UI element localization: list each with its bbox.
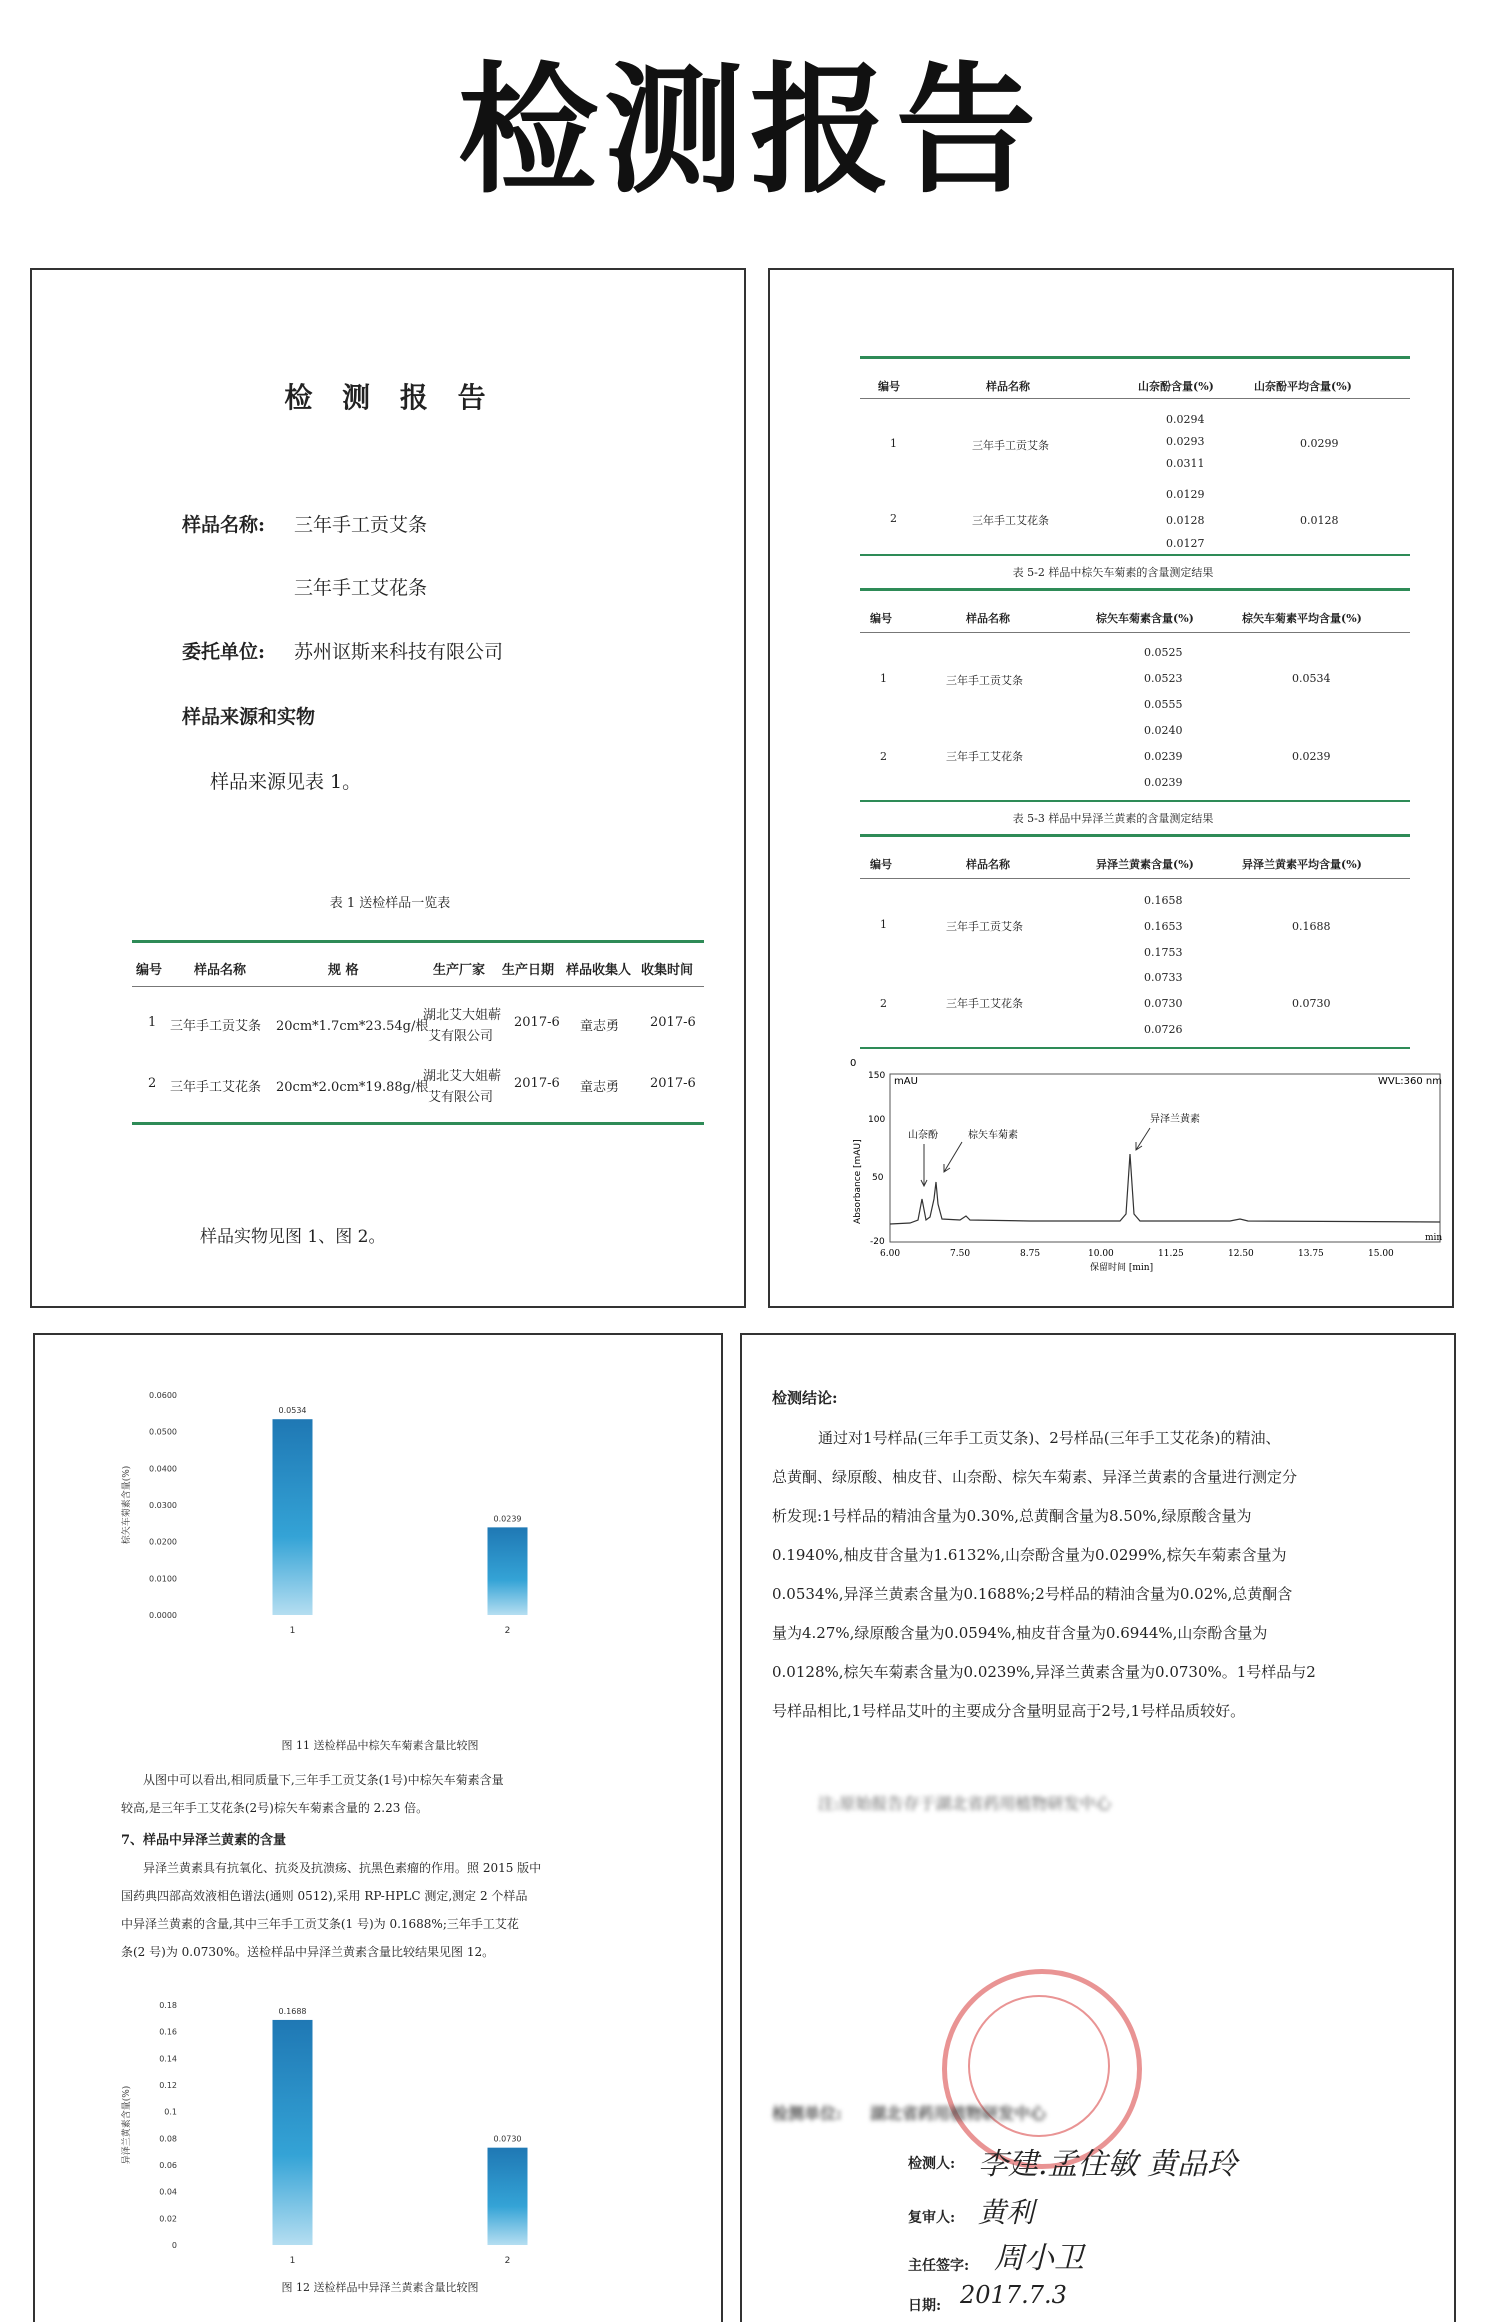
ytick-label: 0.0000 xyxy=(149,1611,177,1620)
t3-row1-avg: 0.1688 xyxy=(1292,920,1331,933)
t1-th-content: 山奈酚含量(%) xyxy=(1138,380,1214,393)
row1-spec: 20cm*1.7cm*23.54g/根 xyxy=(276,1019,429,1034)
bar-1 xyxy=(273,1419,313,1615)
conclusion-line-1: 通过对1号样品(三年手工贡艾条)、2号样品(三年手工艾花条)的精油、 xyxy=(818,1429,1281,1447)
section7-title: 7、样品中异泽兰黄素的含量 xyxy=(121,1833,287,1848)
t2-row2-v2: 0.0239 xyxy=(1144,750,1183,763)
bar-value-label: 0.0730 xyxy=(493,2134,522,2144)
t1-row2-v3: 0.0127 xyxy=(1166,537,1205,550)
t1-row2-v2: 0.0128 xyxy=(1166,514,1205,527)
chart1-caption: 图 11 送检样品中棕矢车菊素含量比较图 xyxy=(281,1739,479,1752)
t2-row2-id: 2 xyxy=(880,750,887,763)
conclusion-line-4: 0.1940%,柚皮苷含量为1.6132%,山奈酚含量为0.0299%,棕矢车菊素含量为 xyxy=(772,1546,1287,1564)
t1-header-rule xyxy=(860,398,1410,399)
t1-th-id: 编号 xyxy=(878,380,900,393)
t1-row2-name: 三年手工艾花条 xyxy=(972,514,1049,527)
conclusion-page xyxy=(740,1333,1456,2322)
hplc-chromatogram xyxy=(850,1054,1450,1294)
conclusion-line-8: 号样品相比,1号样品艾叶的主要成分含量明显高于2号,1号样品质较好。 xyxy=(772,1702,1246,1720)
t1-th-avg: 山奈酚平均含量(%) xyxy=(1254,380,1352,393)
chrom-frame xyxy=(890,1074,1443,1243)
table-bottom-rule xyxy=(132,1122,704,1125)
ytick-label: 0.0100 xyxy=(149,1574,177,1584)
row1-id: 1 xyxy=(148,1015,157,1030)
chrom-xtick-2: 7.50 xyxy=(950,1249,971,1259)
t3-header-rule xyxy=(860,878,1410,879)
th-collector: 样品收集人 xyxy=(566,963,632,978)
ytick-label: 0.0400 xyxy=(149,1464,177,1474)
report-title: 检 测 报 告 xyxy=(284,381,496,414)
t2-row1-v2: 0.0523 xyxy=(1144,672,1183,685)
ytick-label: 0.06 xyxy=(159,2161,177,2170)
director-signature: 周小卫 xyxy=(994,2241,1084,2276)
conclusion-line-7: 0.0128%,棕矢车菊素含量为0.0239%,异泽兰黄素含量为0.0730%。1号样品与2 xyxy=(772,1663,1316,1681)
chrom-ylabel: Absorbance [mAU] xyxy=(853,1139,863,1224)
t3-row2-avg: 0.0730 xyxy=(1292,997,1331,1010)
peak-arrow-3 xyxy=(1136,1128,1150,1150)
th-date: 生产日期 xyxy=(502,963,555,978)
para2-line3: 中异泽兰黄素的含量,其中三年手工贡艾条(1 号)为 0.1688%;三年手工艾花 xyxy=(121,1917,519,1931)
chrom-xtick-6: 12.50 xyxy=(1228,1249,1254,1259)
chrom-ytick-150: 150 xyxy=(868,1071,886,1081)
figure-reference: 样品实物见图 1、图 2。 xyxy=(200,1227,386,1247)
t3-row1-v2: 0.1653 xyxy=(1144,920,1183,933)
t2-row2-v3: 0.0239 xyxy=(1144,776,1183,789)
para2-line1: 异泽兰黄素具有抗氧化、抗炎及抗溃疡、抗黑色素瘤的作用。照 2015 版中 xyxy=(143,1861,542,1875)
conclusion-line-3: 析发现:1号样品的精油含量为0.30%,总黄酮含量为8.50%,绿原酸含量为 xyxy=(772,1507,1252,1525)
y-axis-label: 异泽兰黄素含量(%) xyxy=(122,2085,132,2165)
testing-unit-value: 湖北省药用植物研发中心 xyxy=(870,2104,1047,2123)
t2-row1-name: 三年手工贡艾条 xyxy=(946,674,1023,687)
row1-maker-line1: 湖北艾大姐蕲 xyxy=(423,1008,502,1023)
t2-row1-v1: 0.0525 xyxy=(1144,646,1183,659)
t2-th-content: 棕矢车菊素含量(%) xyxy=(1096,612,1194,625)
row1-time: 2017-6 xyxy=(650,1015,696,1030)
t1-row2-id: 2 xyxy=(890,512,897,525)
row2-maker-line2: 艾有限公司 xyxy=(428,1090,494,1105)
row2-time: 2017-6 xyxy=(650,1076,696,1091)
th-id: 编号 xyxy=(136,963,163,978)
para1-line2: 较高,是三年手工艾花条(2号)棕矢车菊素含量的 2.23 倍。 xyxy=(121,1801,429,1815)
t2-caption: 表 5-2 样品中棕矢车菊素的含量测定结果 xyxy=(1012,566,1214,579)
row2-maker-line1: 湖北艾大姐蕲 xyxy=(423,1069,502,1084)
para2-line4: 条(2 号)为 0.0730%。送检样品中异泽兰黄素含量比较结果见图 12。 xyxy=(121,1945,495,1959)
bar-charts-page xyxy=(33,1333,723,2322)
chrom-xtick-7: 13.75 xyxy=(1298,1249,1324,1259)
th-spec: 规 格 xyxy=(328,963,359,978)
t2-top-rule xyxy=(860,588,1410,591)
bar-value-label: 0.0534 xyxy=(278,1406,307,1416)
t3-row1-v1: 0.1658 xyxy=(1144,894,1183,907)
conclusion-line-6: 量为4.27%,绿原酸含量为0.0594%,柚皮苷含量为0.6944%,山奈酚含量为 xyxy=(772,1624,1268,1642)
t2-header-rule xyxy=(860,632,1410,633)
results-tables-page xyxy=(768,268,1454,1308)
ytick-label: 0.0300 xyxy=(149,1501,177,1510)
director-label: 主任签字: xyxy=(908,2258,970,2274)
chrom-xtick-1: 6.00 xyxy=(880,1249,901,1259)
t3-row2-name: 三年手工艾花条 xyxy=(946,997,1023,1010)
chrom-xlabel: 保留时间 [min] xyxy=(1090,1263,1154,1273)
bar-value-label: 0.1688 xyxy=(278,2006,307,2016)
t1-row1-v2: 0.0293 xyxy=(1166,435,1205,448)
t3-th-avg: 异泽兰黄素平均含量(%) xyxy=(1242,858,1362,871)
chrom-zero-label: 0 xyxy=(850,1058,857,1069)
t2-bottom-rule xyxy=(860,800,1410,802)
source-text: 样品来源见表 1。 xyxy=(210,771,362,793)
peak-arrow-2 xyxy=(944,1142,962,1172)
t2-th-avg: 棕矢车菊素平均含量(%) xyxy=(1242,612,1362,625)
page-heading: 检测报告 xyxy=(457,50,1042,213)
reviewer-signature: 黄利 xyxy=(978,2196,1035,2229)
ytick-label: 0.0200 xyxy=(149,1537,177,1547)
t3-th-id: 编号 xyxy=(870,858,892,871)
bar-value-label: 0.0239 xyxy=(493,1514,522,1524)
t1-row1-avg: 0.0299 xyxy=(1300,437,1339,450)
row1-collector: 童志勇 xyxy=(580,1019,620,1034)
t3-row1-name: 三年手工贡艾条 xyxy=(946,920,1023,933)
chart2-caption: 图 12 送检样品中异泽兰黄素含量比较图 xyxy=(281,2281,479,2294)
row2-date: 2017-6 xyxy=(514,1076,560,1091)
x-category-label: 1 xyxy=(289,1626,296,1636)
row2-name: 三年手工艾花条 xyxy=(170,1080,262,1095)
x-category-label: 2 xyxy=(504,2256,511,2266)
chrom-xunit: min xyxy=(1425,1233,1443,1243)
chrom-xtick-3: 8.75 xyxy=(1020,1249,1041,1259)
row2-collector: 童志勇 xyxy=(580,1080,620,1095)
peak-label-eupatilin: 异泽兰黄素 xyxy=(1150,1114,1200,1125)
conclusion-title: 检测结论: xyxy=(772,1389,838,1407)
t3-th-content: 异泽兰黄素含量(%) xyxy=(1096,858,1194,871)
t1-row1-name: 三年手工贡艾条 xyxy=(972,439,1049,452)
client-label: 委托单位: xyxy=(182,641,266,663)
x-category-label: 1 xyxy=(289,2256,296,2266)
t3-row2-id: 2 xyxy=(880,997,887,1010)
para1-line1: 从图中可以看出,相同质量下,三年手工贡艾条(1号)中棕矢车菊素含量 xyxy=(143,1773,504,1787)
testing-unit-label: 检测单位: xyxy=(772,2104,842,2123)
conclusion-line-2: 总黄酮、绿原酸、柚皮苷、山奈酚、棕矢车菊素、异泽兰黄素的含量进行测定分 xyxy=(772,1468,1298,1486)
chrom-xtick-5: 11.25 xyxy=(1158,1249,1184,1259)
t2-row2-v1: 0.0240 xyxy=(1144,724,1183,737)
sample-name-1: 三年手工贡艾条 xyxy=(294,514,428,536)
t1-bottom-rule xyxy=(860,554,1410,556)
row1-name: 三年手工贡艾条 xyxy=(170,1019,262,1034)
t3-row2-v3: 0.0726 xyxy=(1144,1023,1183,1036)
t1-row1-v3: 0.0311 xyxy=(1166,457,1205,470)
y-axis-label: 棕矢车菊素含量(%) xyxy=(122,1465,132,1545)
date-label: 日期: xyxy=(908,2298,942,2314)
t1-row1-id: 1 xyxy=(890,437,897,450)
tester-signature: 李建.孟住敏 黄品玲 xyxy=(978,2147,1238,2182)
row1-maker-line2: 艾有限公司 xyxy=(428,1029,494,1044)
ytick-label: 0.1 xyxy=(164,2107,177,2117)
chrom-ytick-50: 50 xyxy=(872,1173,884,1183)
ytick-label: 0.14 xyxy=(159,2054,177,2064)
ytick-label: 0.02 xyxy=(159,2214,177,2224)
t3-row2-v2: 0.0730 xyxy=(1144,997,1183,1010)
bar-2 xyxy=(488,2148,528,2245)
peak-label-kaempferol: 山奈酚 xyxy=(908,1130,938,1141)
report-cover-page xyxy=(30,268,746,1308)
t3-row2-v1: 0.0733 xyxy=(1144,971,1183,984)
th-time: 收集时间 xyxy=(641,963,694,978)
bar-2 xyxy=(488,1527,528,1615)
row1-date: 2017-6 xyxy=(514,1015,560,1030)
ytick-label: 0.18 xyxy=(159,2001,177,2010)
peak-label-jaceosidin: 棕矢车菊素 xyxy=(968,1130,1018,1141)
para2-line2: 国药典四部高效液相色谱法(通则 0512),采用 RP-HPLC 测定,测定 2 个样品 xyxy=(121,1889,528,1903)
t2-row1-id: 1 xyxy=(880,672,887,685)
x-category-label: 2 xyxy=(504,1626,511,1636)
sample-name-label: 样品名称: xyxy=(182,514,266,536)
ytick-label: 0.12 xyxy=(159,2081,177,2090)
t1-row2-avg: 0.0128 xyxy=(1300,514,1339,527)
source-label: 样品来源和实物 xyxy=(182,706,316,728)
t2-row2-name: 三年手工艾花条 xyxy=(946,750,1023,763)
t3-th-name: 样品名称 xyxy=(966,858,1010,871)
table-caption: 表 1 送检样品一览表 xyxy=(329,896,451,911)
reviewer-label: 复审人: xyxy=(908,2210,956,2226)
ytick-label: 0 xyxy=(171,2241,177,2250)
table-header-rule xyxy=(132,986,704,987)
storage-note: 注:原始报告存于湖北省药用植物研发中心 xyxy=(818,1794,1112,1813)
th-maker: 生产厂家 xyxy=(433,963,486,978)
chrom-ytick-100: 100 xyxy=(868,1115,886,1125)
t3-row1-id: 1 xyxy=(880,918,887,931)
row2-spec: 20cm*2.0cm*19.88g/根 xyxy=(276,1080,429,1095)
date-value: 2017.7.3 xyxy=(960,2281,1067,2309)
t3-bottom-rule xyxy=(860,1047,1410,1049)
chrom-wvl: WVL:360 nm xyxy=(1378,1076,1443,1087)
peak-arrow-1 xyxy=(921,1144,927,1186)
t2-th-id: 编号 xyxy=(870,612,892,625)
ytick-label: 0.0600 xyxy=(149,1391,177,1400)
ytick-label: 0.0500 xyxy=(149,1427,177,1437)
t2-th-name: 样品名称 xyxy=(966,612,1010,625)
ytick-label: 0.04 xyxy=(159,2187,177,2197)
chart-eupatilin xyxy=(115,1985,635,2275)
t1-th-name: 样品名称 xyxy=(986,380,1030,393)
t2-row1-avg: 0.0534 xyxy=(1292,672,1331,685)
t3-row1-v3: 0.1753 xyxy=(1144,946,1183,959)
t1-top-rule xyxy=(860,356,1410,359)
table-top-rule xyxy=(132,940,704,943)
chrom-unit: mAU xyxy=(894,1076,918,1087)
t1-row2-v1: 0.0129 xyxy=(1166,488,1205,501)
ytick-label: 0.08 xyxy=(159,2134,177,2144)
chrom-xtick-8: 15.00 xyxy=(1368,1249,1394,1259)
tester-label: 检测人: xyxy=(908,2156,956,2172)
th-name: 样品名称 xyxy=(194,963,247,978)
t2-row1-v3: 0.0555 xyxy=(1144,698,1183,711)
chrom-xtick-4: 10.00 xyxy=(1088,1249,1114,1259)
conclusion-line-5: 0.0534%,异泽兰黄素含量为0.1688%;2号样品的精油含量为0.02%,总黄酮含 xyxy=(772,1585,1293,1603)
t3-caption: 表 5-3 样品中异泽兰黄素的含量测定结果 xyxy=(1012,812,1214,825)
chart-jaceosidin xyxy=(115,1375,635,1645)
sample-name-2: 三年手工艾花条 xyxy=(294,577,428,599)
t2-row2-avg: 0.0239 xyxy=(1292,750,1331,763)
chrom-trace xyxy=(890,1154,1440,1224)
client-value: 苏州讴斯来科技有限公司 xyxy=(294,641,504,663)
t3-top-rule xyxy=(860,834,1410,837)
row2-id: 2 xyxy=(148,1076,157,1091)
t1-row1-v1: 0.0294 xyxy=(1166,413,1205,426)
ytick-label: 0.16 xyxy=(159,2027,177,2037)
bar-1 xyxy=(273,2020,313,2245)
chrom-ytick-neg20: -20 xyxy=(870,1237,885,1247)
